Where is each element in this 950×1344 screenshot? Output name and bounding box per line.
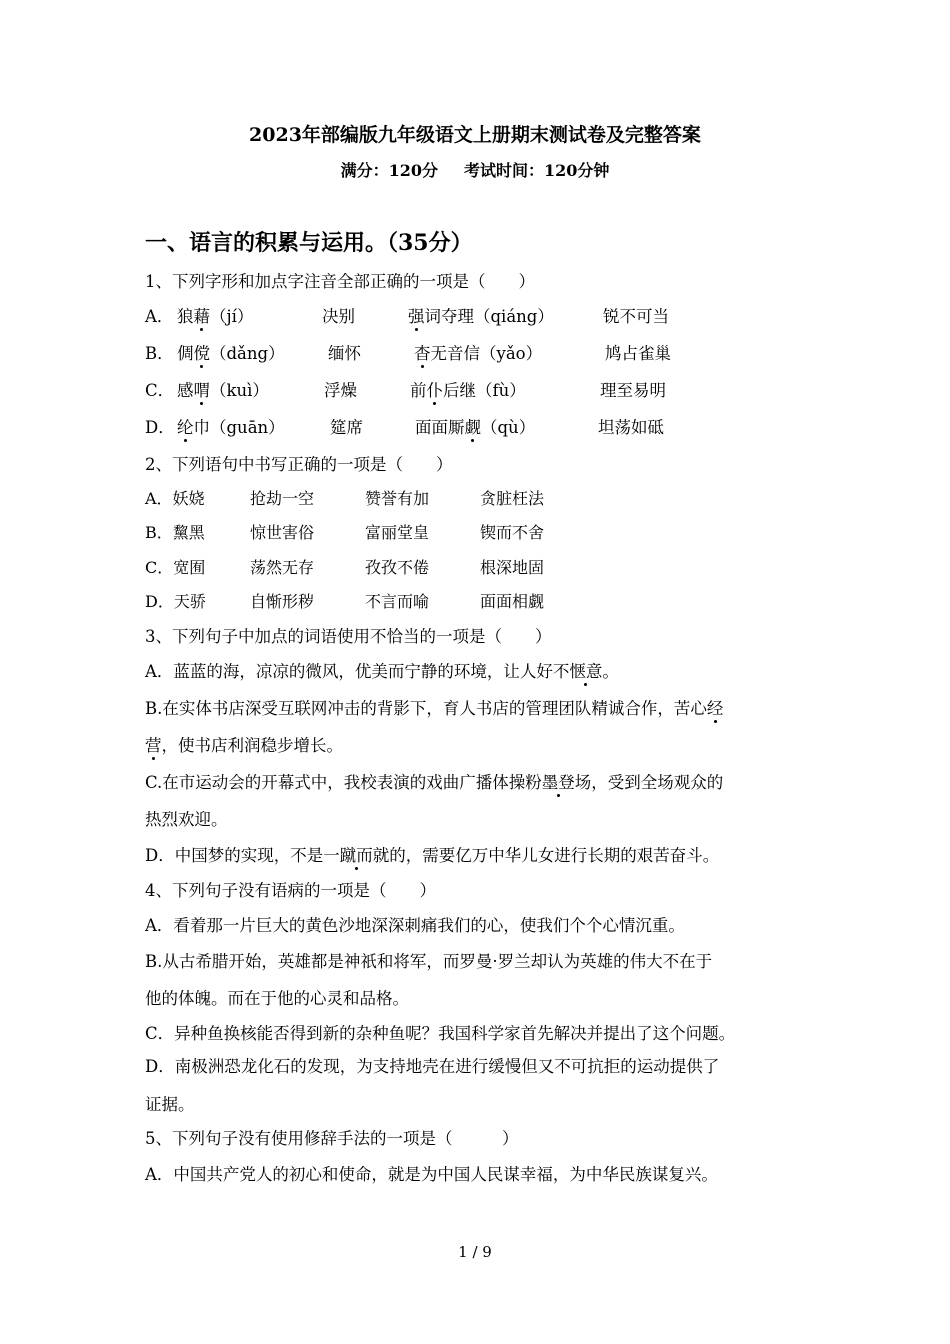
q3-option-c-line2: 热烈欢迎。 (145, 810, 228, 829)
q4-option-a: A．看着那一片巨大的黄色沙地深深刺痛我们的心，使我们个个心情沉重。 (145, 916, 685, 935)
q4-option-b-line1: B.从古希腊开始，英雄都是神祇和将军，而罗曼·罗兰却认为英雄的伟大不在于 (145, 952, 713, 971)
q3-stem: 3、下列句子中加点的词语使用不恰当的一项是（ ） (145, 627, 552, 646)
q2-stem: 2、下列语句中书写正确的一项是（ ） (145, 455, 453, 474)
q5-option-a: A．中国共产党人的初心和使命，就是为中国人民谋幸福，为中华民族谋复兴。 (145, 1165, 718, 1184)
q4-option-c: C．异种鱼换核能否得到新的杂种鱼呢？我国科学家首先解决并提出了这个问题。 (145, 1024, 736, 1043)
full-score: 满分：120分 (340, 161, 438, 180)
q4-option-d-line1: D．南极洲恐龙化石的发现，为支持地壳在进行缓慢但又不可抗拒的运动提供了 (145, 1057, 720, 1076)
exam-info (0, 158, 950, 181)
page-number: 1 / 9 (458, 1243, 492, 1261)
q5-stem: 5、下列句子没有使用修辞手法的一项是（ ） (145, 1129, 519, 1148)
document-title: 2023年部编版九年级语文上册期末测试卷及完整答案 (249, 124, 701, 146)
exam-time: 考试时间：120分钟 (464, 161, 610, 180)
q3-option-b-line1: B.在实体书店深受互联网冲击的背影下，育人书店的管理团队精诚合作，苦心经 (145, 695, 723, 719)
q1-stem: 1、下列字形和加点字注音全部正确的一项是（ ） (145, 272, 535, 291)
q3-option-b-line2: 营，使书店利润稳步增长。 (145, 732, 343, 756)
section-heading: 一、语言的积累与运用。（35分） (145, 230, 473, 256)
q3-option-a: A．蓝蓝的海，凉凉的微风，优美而宁静的环境，让人好不惬意。 (145, 658, 619, 682)
q4-option-b-line2: 他的体魄。而在于他的心灵和品格。 (145, 989, 409, 1008)
q3-option-d: D．中国梦的实现，不是一蹴而就的，需要亿万中华儿女进行长期的艰苦奋斗。 (145, 842, 719, 866)
q3-option-c-line1: C.在市运动会的开幕式中，我校表演的戏曲广播体操粉墨登场，受到全场观众的 (145, 769, 723, 793)
q4-stem: 4、下列句子没有语病的一项是（ ） (145, 881, 436, 900)
q4-option-d-line2: 证据。 (145, 1095, 195, 1114)
